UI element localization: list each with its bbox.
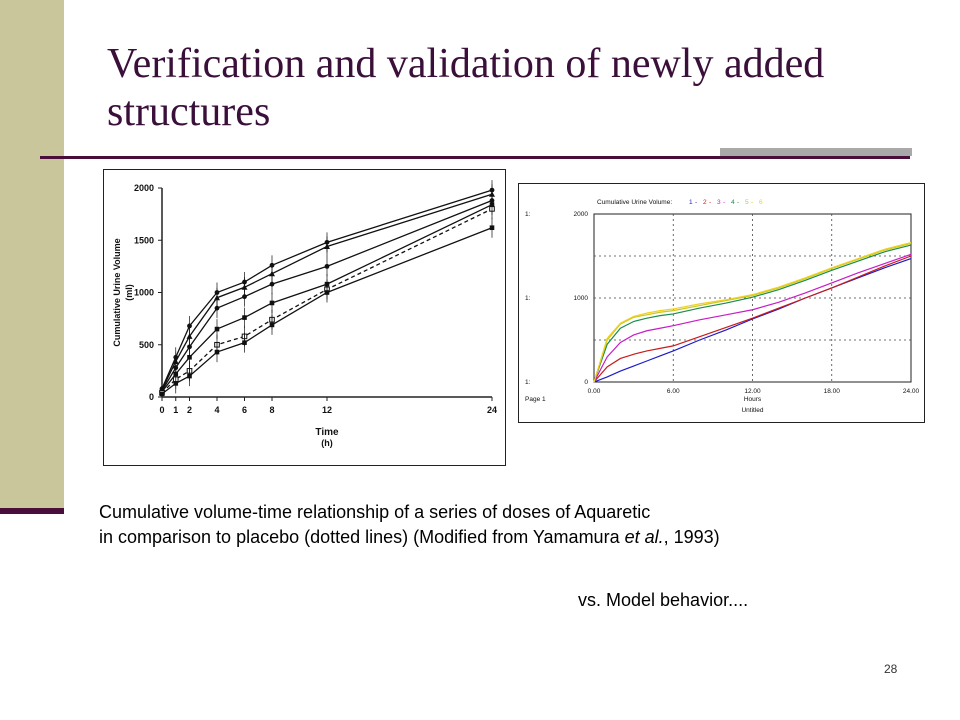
- sidebar-decor-bar: [0, 0, 64, 510]
- legend-sep: -: [737, 199, 740, 206]
- y-axis-prefix: 1:: [525, 295, 531, 302]
- x-tick-label: 12: [321, 405, 333, 415]
- legend-sep: -: [695, 199, 698, 206]
- caption-line-1: Cumulative volume-time relationship of a series of doses of Aquaretic: [99, 502, 651, 522]
- caption-line-2: [99, 525, 939, 550]
- x-tick-label: 6.00: [666, 388, 680, 395]
- x-tick-label: 0: [159, 405, 165, 415]
- x-tick-label: 12.00: [744, 388, 761, 395]
- x-tick-label: 1: [173, 405, 179, 415]
- legend-entry: 2: [703, 199, 707, 206]
- y-tick-label: 0: [148, 392, 154, 402]
- y-tick-label: 1500: [133, 235, 154, 246]
- legend-entry: 5: [745, 199, 749, 206]
- y-tick-label: 0: [584, 379, 588, 386]
- footer-untitled: Untitled: [741, 407, 764, 414]
- y-tick-label: 2000: [573, 211, 588, 218]
- vs-model-text: vs. Model behavior....: [578, 590, 749, 610]
- x-tick-label: 24.00: [902, 388, 920, 395]
- caption-etal: et al.: [624, 527, 664, 547]
- y-axis-label: Cumulative Urine Volume: [112, 238, 122, 347]
- legend-title: Cumulative Urine Volume:: [597, 199, 673, 206]
- caption-year: , 1993): [663, 527, 720, 547]
- title-underline: [40, 156, 910, 159]
- model-series-line: [594, 243, 911, 382]
- legend-sep: -: [751, 199, 754, 206]
- legend-entry: 3: [717, 199, 721, 206]
- slide-title: Verification and validation of newly added structures: [107, 41, 825, 135]
- title-accent-bar: [720, 148, 912, 156]
- y-axis-prefix: 1:: [525, 379, 531, 386]
- legend-sep: -: [723, 199, 726, 206]
- footer-page: Page 1: [525, 396, 546, 403]
- x-tick-label: 0.00: [587, 388, 601, 395]
- x-tick-label: 24: [486, 405, 498, 415]
- x-tick-label: 2: [186, 405, 193, 415]
- x-tick-label: 8: [269, 405, 275, 415]
- data-point: [160, 392, 165, 397]
- y-tick-label: 1000: [573, 295, 588, 302]
- y-tick-label: 1000: [133, 287, 154, 298]
- y-tick-label: 2000: [133, 183, 154, 193]
- y-axis-unit: (ml): [124, 284, 134, 301]
- legend-entry: 6: [759, 199, 763, 206]
- x-axis-unit: (h): [321, 438, 333, 448]
- model-chart-svg: [519, 184, 924, 422]
- figure-caption: [99, 500, 939, 550]
- clinical-chart-svg: [104, 170, 505, 465]
- x-tick-label: 4: [214, 405, 220, 415]
- clinical-data-chart: [103, 169, 506, 466]
- page-number: 28: [884, 662, 898, 676]
- legend-entry: 4: [731, 199, 735, 206]
- sidebar-decor-tab: [0, 508, 64, 514]
- y-tick-label: 500: [138, 339, 154, 350]
- x-tick-label: 18.00: [823, 388, 840, 395]
- x-axis-label: Time: [315, 427, 339, 438]
- y-axis-prefix: 1:: [525, 211, 531, 218]
- x-axis-label: Hours: [743, 396, 762, 403]
- model-output-chart: [518, 183, 925, 423]
- legend-entry: 1: [689, 199, 693, 206]
- legend-sep: -: [709, 199, 712, 206]
- x-tick-label: 6: [241, 405, 248, 415]
- caption-text: in comparison to placebo (dotted lines) (Modified from Yamamura: [99, 527, 625, 547]
